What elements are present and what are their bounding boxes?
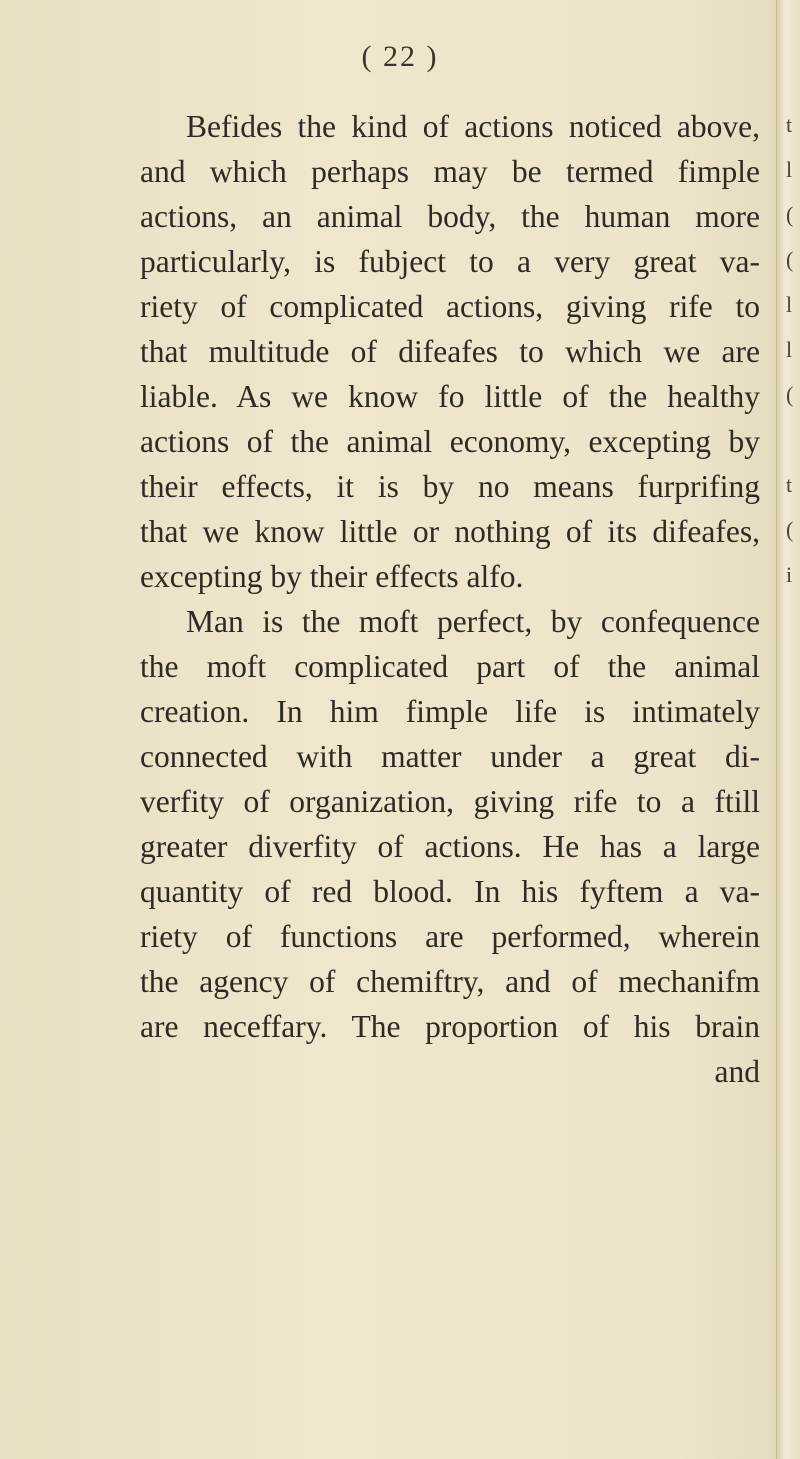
text-line: actions, an animal body, the human more (140, 199, 760, 234)
text-line: verfity of organization, giving rife to a ftill (140, 784, 760, 819)
page-number: ( 22 ) (361, 40, 439, 73)
text-line: excepting by their effects alfo. (140, 559, 524, 594)
text-line: greater diverfity of actions. He has a large (140, 829, 760, 864)
text-line: the moft complicated part of the animal (140, 649, 760, 684)
edge-glyph: ( (786, 202, 794, 227)
text-line: their effects, it is by no means furprifing (140, 469, 760, 504)
edge-glyph: l (786, 157, 793, 182)
text-line: Befides the kind of actions noticed above, (186, 109, 760, 144)
edge-glyph: ( (786, 517, 794, 542)
edge-glyph: ( (786, 247, 794, 272)
catchword: and (714, 1054, 760, 1089)
edge-glyph: i (786, 562, 793, 587)
edge-glyph: l (786, 337, 793, 362)
text-line: quantity of red blood. In his fyftem a va- (140, 874, 760, 909)
text-line: that we know little or nothing of its difeafes, (140, 514, 760, 549)
text-line: the agency of chemiftry, and of mechanifm (140, 964, 760, 999)
edge-glyph: t (786, 472, 793, 497)
text-line: riety of complicated actions, giving rife to (140, 289, 760, 324)
text-line: liable. As we know fo little of the healthy (140, 379, 760, 414)
text-line: actions of the animal economy, excepting by (140, 424, 760, 459)
text-line: particularly, is fubject to a very great va- (140, 244, 760, 279)
text-line: creation. In him fimple life is intimately (140, 694, 760, 729)
edge-glyph: t (786, 112, 793, 137)
text-line: connected with matter under a great di- (140, 739, 760, 774)
text-line: are neceffary. The proportion of his brain (140, 1009, 760, 1044)
text-line: and which perhaps may be termed fimple (140, 154, 760, 189)
text-line: that multitude of difeafes to which we are (140, 334, 760, 369)
text-line: riety of functions are performed, wherein (140, 919, 760, 954)
edge-glyph: ( (786, 382, 794, 407)
text-line: Man is the moft perfect, by confequence (186, 604, 760, 639)
edge-glyph: l (786, 292, 793, 317)
